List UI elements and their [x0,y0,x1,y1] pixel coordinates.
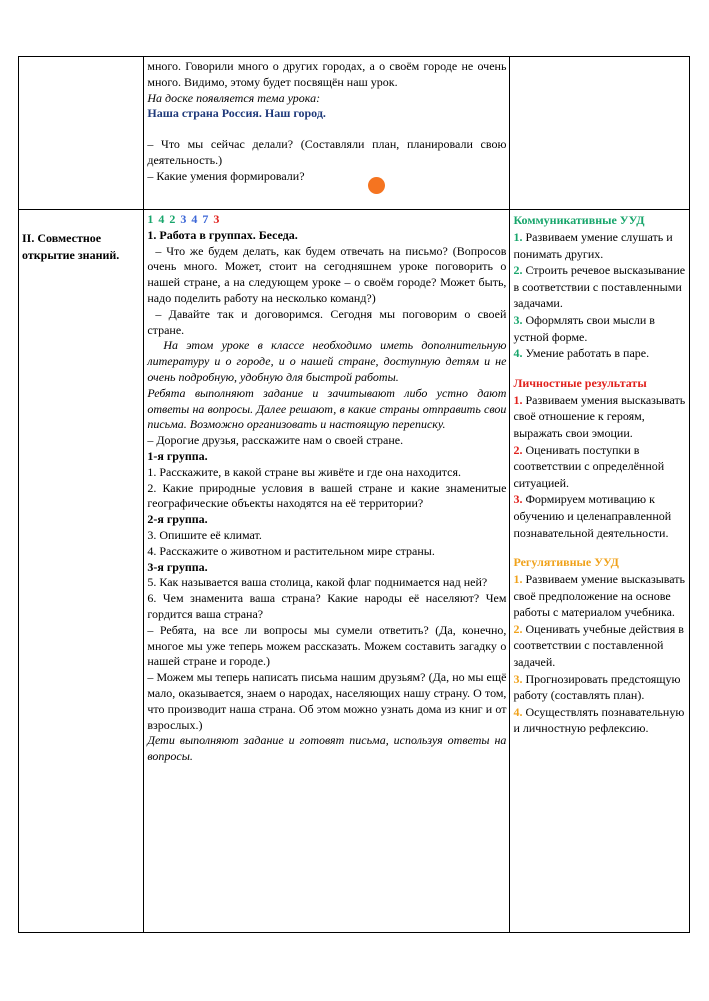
paragraph: – Можем мы теперь написать письма нашим друзьям? (Да, но мы ещё мало, оказывается, знаем о народах, населяющих нашу страну. О том, что производит наша страна. Об этом можно узнать дома из книг и от взрослых.) [147,670,507,732]
uud-item [513,571,686,621]
skill-number: 1 [147,212,154,226]
uud-item-number: 2. [513,442,526,457]
table-row [19,210,690,933]
lesson-table [18,56,690,933]
skill-numbers [147,212,506,228]
skill-number: 7 [202,212,209,226]
uud-item-number: 2. [513,263,526,278]
group-question: 5. Как называется ваша столица, какой флаг поднимается над ней? [147,575,488,590]
group-question: 1. Расскажите, в какой стране вы живёте и где она находится. [147,464,461,479]
uud-item-text: Оценивать учебные действия в соответствии с поставленной задачей. [513,621,684,670]
uud-item-text: Развиваем умение слушать и понимать других. [513,230,673,261]
uud-item [513,671,686,704]
skill-number: 2 [169,212,176,226]
uud-item [513,345,686,362]
uud-list-communicative [513,229,686,362]
lesson-topic: Наша страна Россия. Наш город. [147,106,326,121]
uud-item [513,262,686,312]
uud-item-number: 2. [513,621,526,636]
uud-item-text: Прогнозировать предстоящую работу (составлять план). [513,671,681,703]
content-cell [144,57,510,210]
group-title: 3-я группа. [147,559,208,574]
skill-number: 4 [191,212,198,226]
board-note: На доске появляется тема урока: [147,90,321,105]
uud-item-text: Оценивать поступки в соответствии с определённой ситуацией. [513,442,665,490]
uud-item [513,704,686,737]
question-text: – Какие умения формировали? [147,168,305,183]
uud-item [513,442,686,492]
teacher-note: На этом уроке в классе необходимо иметь дополнительную литературу и о городе, и о нашей стране, доступную детям и не очень подробную, удобную для быстрой работы. [147,338,507,384]
group-title: 1-я группа. [147,448,208,463]
uud-item-text: Формируем мотивацию к обучению и целенаправленной познавательной деятельности. [513,492,672,540]
group-question: 6. Чем знаменита ваша страна? Какие народы её населяют? Чем гордится ваша страна? [147,591,507,621]
skill-number: 4 [158,212,165,226]
uud-item [513,621,686,671]
uud-item-text: Осуществлять познавательную и личностную рефлексию. [513,704,685,736]
uud-title-regulatory: Регулятивные УУД [513,555,619,570]
uud-item-number: 3. [513,492,526,507]
stage-title: II. Совместное открытие знаний. [22,231,120,262]
group-question: 2. Какие природные условия в вашей стране и какие знаменитые географические объекты находятся на её территории? [147,480,507,511]
teacher-note: Ребята выполняют задание и зачитывают либо устно дают ответы на вопросы. Далее решают, в какие страны отправить свои письма. Возможно организовать и настоящую переписку. [147,385,507,432]
group-question: 4. Расскажите о животном и растительном мире страны. [147,543,435,558]
table-row [19,57,690,210]
uud-list-personal [513,392,686,541]
skill-number: 3 [213,212,220,226]
content-cell [144,210,510,933]
uud-item [513,392,686,442]
uud-item-text: Оформлять свои мысли в устной форме. [513,312,655,344]
uud-item-number: 4. [513,704,526,719]
uud-cell [510,57,690,210]
uud-item-text: Умение работать в паре. [525,346,650,361]
uud-item [513,312,686,345]
uud-item-number: 1. [513,392,526,407]
skill-number: 3 [180,212,187,226]
uud-list-regulatory [513,571,686,737]
paragraph: – Дорогие друзья, расскажите нам о своей стране. [147,433,404,448]
paragraph: – Что же будем делать, как будем отвечать на письмо? (Вопросов очень много. Может, стоит на сегодняшнем уроке поговорить о нашей стране, а на следующем уроке – о своём городе? Может быть, надо поделить работу на несколько команд?) [147,243,507,305]
uud-title-communicative: Коммуникативные УУД [513,213,645,227]
uud-item-number: 4. [513,346,526,361]
stage-cell [19,57,144,210]
intro-text: много. Говорили много о других городах, а о своём городе не очень много. Видимо, этому будет посвящён наш урок. [147,59,507,89]
uud-item-text: Развиваем умения высказывать своё отношение к героям, выражать свои эмоции. [513,392,686,440]
group-title: 2-я группа. [147,512,208,527]
uud-title-personal: Личностные результаты [513,375,647,390]
paragraph: – Ребята, на все ли вопросы мы сумели ответить? (Да, конечно, многое мы уже теперь можем рассказать. Можем составить загадку о нашей стране и городе.) [147,622,507,669]
uud-item-text: Строить речевое высказывание в соответствии с поставленными задачами. [513,263,686,311]
section-title: 1. Работа в группах. Беседа. [147,227,298,242]
question-text: – Что мы сейчас делали? (Составляли план, планировали свою деятельность.) [147,137,507,167]
uud-item [513,491,686,541]
uud-item-text: Развиваем умение высказывать своё предположение на основе работы с материалом учебника. [513,572,686,620]
teacher-note: Дети выполняют задание и готовят письма, используя ответы на вопросы. [147,733,507,764]
orange-circle-marker [368,177,385,194]
group-question: 3. Опишите её климат. [147,527,262,542]
uud-item-number: 1. [513,230,526,244]
uud-cell [510,210,690,933]
uud-item [513,229,686,262]
paragraph: – Давайте так и договоримся. Сегодня мы поговорим о своей стране. [147,306,507,337]
stage-cell [19,210,144,933]
uud-item-number: 3. [513,312,526,327]
uud-item-number: 1. [513,572,526,587]
uud-item-number: 3. [513,671,526,686]
